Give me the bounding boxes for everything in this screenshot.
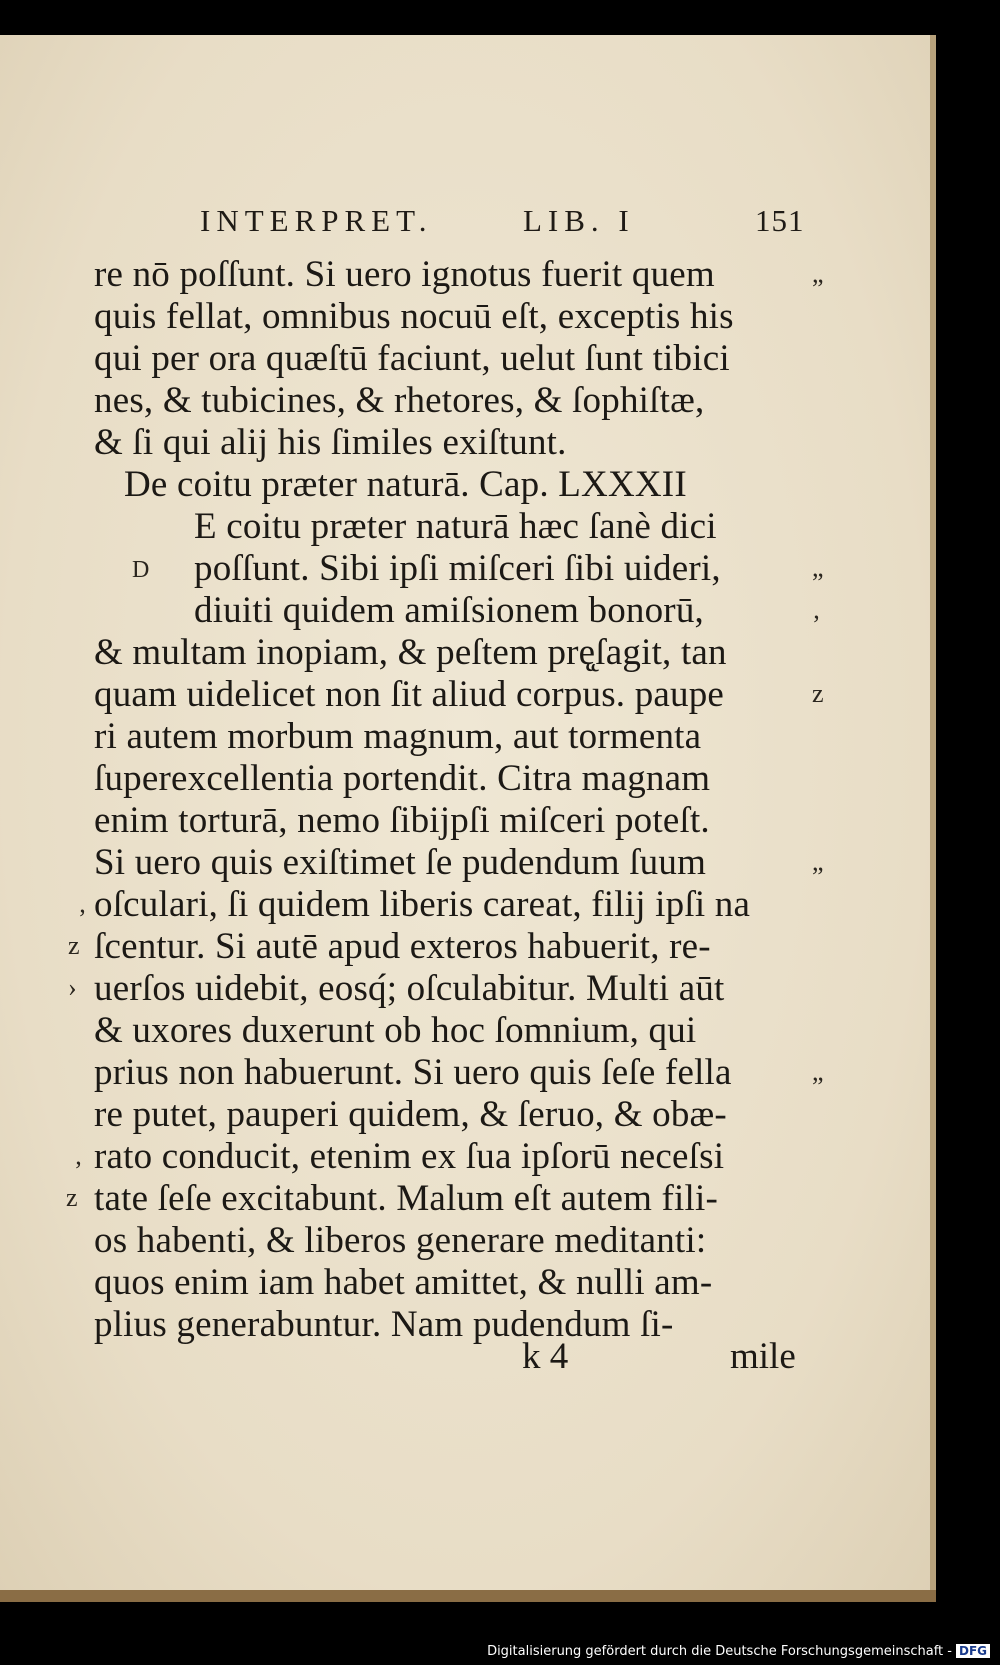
digitization-credit <box>487 1644 990 1659</box>
margin-mark: „ <box>812 847 824 876</box>
margin-mark: ‚ <box>812 595 821 624</box>
margin-mark: z <box>66 1183 78 1212</box>
text-line: quis fellat, omnibus nocuū eſt, exceptis his <box>94 296 734 337</box>
text-line: & multam inopiam, & peſtem prę̨ſagit, tan <box>94 632 727 673</box>
text-line: nes, & tubicines, & rhetores, & ſophiſtæ, <box>94 380 705 421</box>
marginal-initial: D <box>132 557 150 583</box>
text-line: tate ſeſe excitabunt. Malum eſt autem fili- <box>94 1178 719 1219</box>
text-line: qui per ora quæſtū faciunt, uelut ſunt tibici <box>94 338 730 379</box>
book-page <box>0 35 936 1600</box>
page-number: 151 <box>755 203 805 238</box>
credit-text: Digitalisierung gefördert durch die Deutsche Forschungsgemeinschaft - <box>487 1644 952 1659</box>
text-line: enim torturā, nemo ſibijpſi miſceri poteſt. <box>94 800 710 841</box>
margin-mark: ‚ <box>74 1141 83 1170</box>
text-line: ſcentur. Si autē apud exteros habuerit, re- <box>94 926 711 967</box>
text-line: re putet, pauperi quidem, & ſeruo, & obæ- <box>94 1094 727 1135</box>
margin-mark: „ <box>812 553 824 582</box>
text-line: ſuperexcellentia portendit. Citra magnam <box>94 758 711 799</box>
chapter-heading: De coitu præter naturā. Cap. LXXXII <box>124 464 687 505</box>
dfg-logo: DFG <box>956 1644 990 1658</box>
text-line: diuiti quidem amiſsionem bonorū, <box>194 590 704 631</box>
text-line: E coitu præter naturā hæc ſanè dici <box>194 506 717 547</box>
text-line: os habenti, & liberos generare meditanti: <box>94 1220 707 1261</box>
text-line: uerſos uidebit, eosq́; oſculabitur. Multi aūt <box>94 968 725 1009</box>
signature-mark: k 4 <box>522 1336 569 1377</box>
text-line: re nō poſſunt. Si uero ignotus fuerit quem <box>94 254 715 295</box>
margin-mark: ‚ <box>78 889 87 918</box>
margin-mark: z <box>812 679 824 708</box>
margin-mark: › <box>68 973 77 1002</box>
catchword: mile <box>730 1336 796 1377</box>
text-line: prius non habuerunt. Si uero quis ſeſe fella <box>94 1052 732 1093</box>
text-line: Si uero quis exiſtimet ſe pudendum ſuum <box>94 842 707 883</box>
text-line: & uxores duxerunt ob hoc ſomnium, qui <box>94 1010 697 1051</box>
text-line: & ſi qui alij his ſimiles exiſtunt. <box>94 422 567 463</box>
text-line: oſculari, ſi quidem liberis careat, filij ipſi na <box>94 884 751 925</box>
page-edge <box>0 1590 936 1602</box>
running-title: INTERPRET. <box>200 203 433 238</box>
text-line: quam uidelicet non ſit aliud corpus. paupe <box>94 674 725 715</box>
running-head <box>0 203 930 243</box>
margin-mark: „ <box>812 1057 824 1086</box>
text-line: quos enim iam habet amittet, & nulli am- <box>94 1262 713 1303</box>
book-number: LIB. I <box>523 203 635 238</box>
text-line: plius generabuntur. Nam pudendum ſi- <box>94 1304 674 1345</box>
text-line: rato conducit, etenim ex ſua ipſorū neceſsi <box>94 1136 725 1177</box>
text-line: ri autem morbum magnum, aut tormenta <box>94 716 702 757</box>
margin-mark: „ <box>812 259 824 288</box>
text-line: poſſunt. Sibi ipſi miſceri ſibi uideri, <box>194 548 721 589</box>
margin-mark: z <box>68 931 80 960</box>
